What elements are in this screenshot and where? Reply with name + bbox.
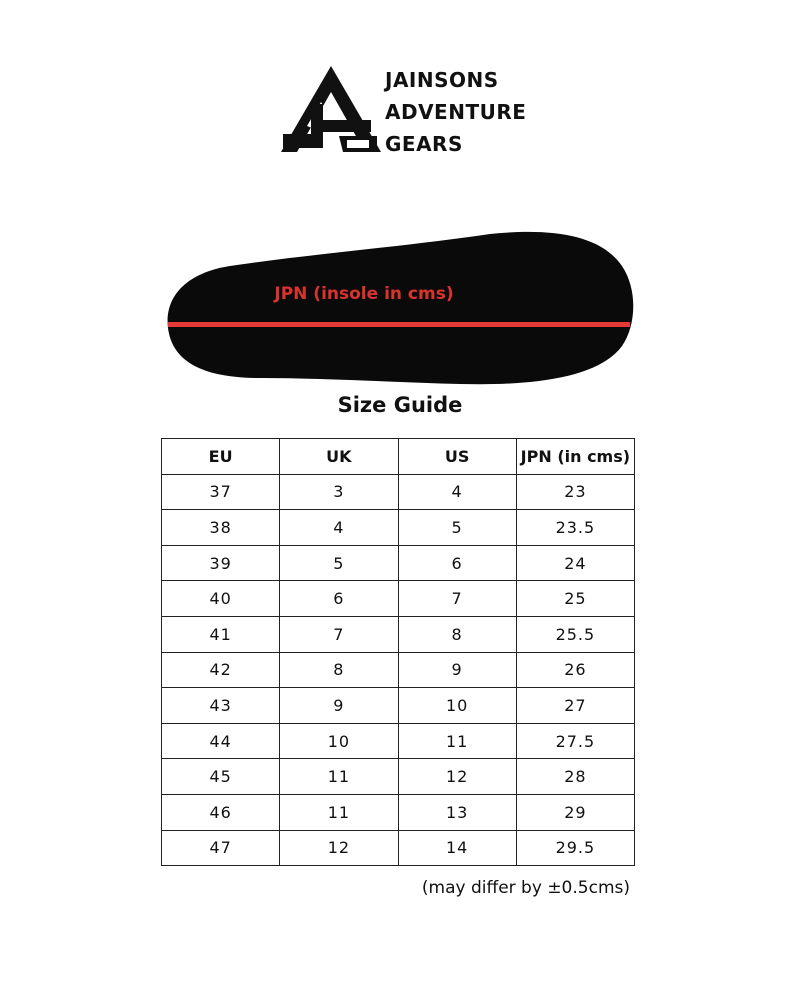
cell-eu: 38: [162, 510, 280, 546]
insole-silhouette: [168, 232, 634, 384]
cell-us: 14: [398, 830, 516, 866]
table-row: [162, 688, 635, 724]
table-row: [162, 830, 635, 866]
cell-us: 9: [398, 652, 516, 688]
cell-jpn: 23: [516, 474, 634, 510]
brand-line-1: JAINSONS: [385, 68, 499, 92]
table-row: [162, 581, 635, 617]
cell-eu: 39: [162, 545, 280, 581]
insole-shape: [160, 226, 640, 386]
brand-name: [385, 64, 525, 160]
table-row: [162, 545, 635, 581]
cell-eu: 43: [162, 688, 280, 724]
cell-eu: 44: [162, 723, 280, 759]
cell-jpn: 27: [516, 688, 634, 724]
table-row: [162, 723, 635, 759]
brand-line-3: GEARS: [385, 132, 463, 156]
header-uk: UK: [280, 439, 398, 475]
cell-us: 13: [398, 794, 516, 830]
cell-uk: 5: [280, 545, 398, 581]
cell-uk: 10: [280, 723, 398, 759]
table-row: [162, 616, 635, 652]
header-eu: EU: [162, 439, 280, 475]
cell-us: 11: [398, 723, 516, 759]
insole-measure-line: [168, 322, 630, 327]
cell-us: 4: [398, 474, 516, 510]
table-body: [162, 474, 635, 866]
footnote: (may differ by ±0.5cms): [421, 878, 630, 898]
size-table: [161, 438, 635, 866]
cell-eu: 41: [162, 616, 280, 652]
cell-jpn: 26: [516, 652, 634, 688]
insole-label: JPN (insole in cms): [274, 284, 454, 304]
cell-eu: 40: [162, 581, 280, 617]
table-row: [162, 474, 635, 510]
cell-eu: 37: [162, 474, 280, 510]
cell-eu: 46: [162, 794, 280, 830]
table-row: [162, 794, 635, 830]
cell-eu: 45: [162, 759, 280, 795]
cell-uk: 11: [280, 794, 398, 830]
cell-uk: 3: [280, 474, 398, 510]
cell-jpn: 29: [516, 794, 634, 830]
table-header-row: [162, 439, 635, 475]
table-row: [162, 759, 635, 795]
cell-uk: 4: [280, 510, 398, 546]
page-title: Size Guide: [337, 393, 463, 417]
cell-jpn: 29.5: [516, 830, 634, 866]
cell-jpn: 28: [516, 759, 634, 795]
cell-jpn: 23.5: [516, 510, 634, 546]
brand-line-2: ADVENTURE: [385, 100, 527, 124]
cell-uk: 9: [280, 688, 398, 724]
insole-diagram: [160, 226, 640, 386]
cell-us: 5: [398, 510, 516, 546]
jag-logo-icon: [281, 64, 385, 154]
cell-us: 8: [398, 616, 516, 652]
cell-uk: 6: [280, 581, 398, 617]
cell-eu: 47: [162, 830, 280, 866]
cell-uk: 12: [280, 830, 398, 866]
cell-uk: 7: [280, 616, 398, 652]
cell-eu: 42: [162, 652, 280, 688]
cell-uk: 11: [280, 759, 398, 795]
cell-us: 6: [398, 545, 516, 581]
table-row: [162, 510, 635, 546]
cell-us: 12: [398, 759, 516, 795]
brand-logo: [281, 64, 527, 156]
cell-uk: 8: [280, 652, 398, 688]
header-us: US: [398, 439, 516, 475]
cell-us: 10: [398, 688, 516, 724]
cell-jpn: 25: [516, 581, 634, 617]
cell-jpn: 25.5: [516, 616, 634, 652]
cell-jpn: 24: [516, 545, 634, 581]
header-jpn: JPN (in cms): [516, 439, 634, 475]
table-row: [162, 652, 635, 688]
cell-us: 7: [398, 581, 516, 617]
cell-jpn: 27.5: [516, 723, 634, 759]
